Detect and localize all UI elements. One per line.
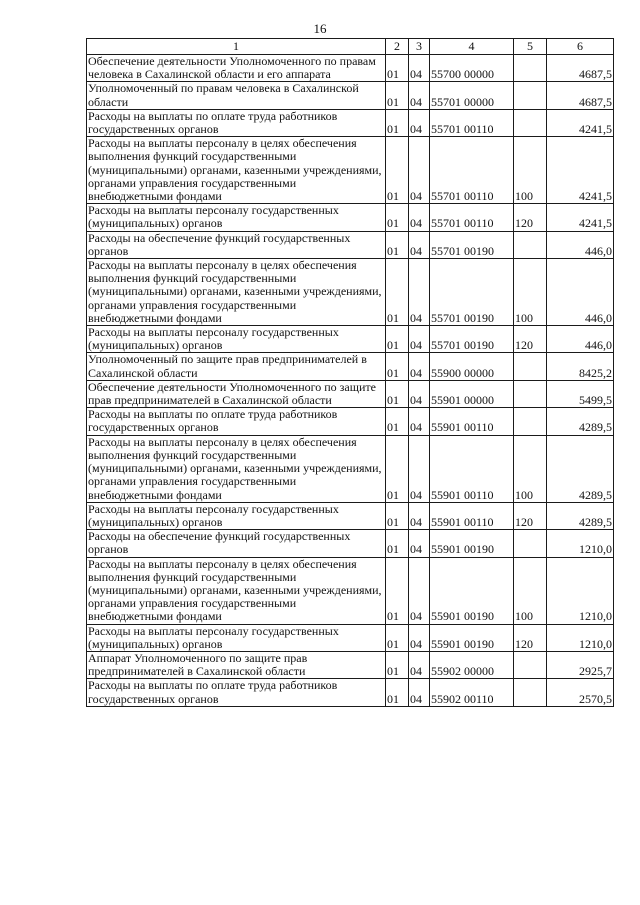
row-section-code: 01 xyxy=(386,408,409,435)
row-name-cell: Расходы на выплаты персоналу в целях обеспечения выполнения функций государственными (муниципальными) органами, казенными учреждениями, органами управления государственными внебюджетными фондами xyxy=(87,137,386,204)
table-row xyxy=(87,530,614,557)
table-row xyxy=(87,55,614,82)
row-section-code: 01 xyxy=(386,624,409,651)
row-subsection-code: 04 xyxy=(409,109,430,136)
row-name-cell: Обеспечение деятельности Уполномоченного по защите прав предпринимателей в Сахалинской области xyxy=(87,380,386,407)
row-expense-type-code xyxy=(514,679,547,706)
row-section-code: 01 xyxy=(386,82,409,109)
header-col-2: 2 xyxy=(386,39,409,55)
row-target-article-code: 55902 00110 xyxy=(430,679,514,706)
row-amount: 5499,5 xyxy=(547,380,614,407)
table-row xyxy=(87,231,614,258)
row-section-code: 01 xyxy=(386,326,409,353)
row-name-cell: Расходы на обеспечение функций государственных органов xyxy=(87,530,386,557)
table-row xyxy=(87,557,614,624)
row-subsection-code: 04 xyxy=(409,231,430,258)
header-col-3: 3 xyxy=(409,39,430,55)
table-row xyxy=(87,82,614,109)
row-target-article-code: 55701 00190 xyxy=(430,231,514,258)
row-name-cell: Уполномоченный по правам человека в Сахалинской области xyxy=(87,82,386,109)
row-section-code: 01 xyxy=(386,55,409,82)
row-expense-type-code xyxy=(514,231,547,258)
row-amount: 2570,5 xyxy=(547,679,614,706)
row-name-cell: Расходы на выплаты персоналу в целях обеспечения выполнения функций государственными (муниципальными) органами, казенными учреждениями, органами управления государственными внебюджетными фондами xyxy=(87,259,386,326)
row-amount: 446,0 xyxy=(547,326,614,353)
row-expense-type-code xyxy=(514,408,547,435)
row-name-cell: Аппарат Уполномоченного по защите прав предпринимателей в Сахалинской области xyxy=(87,651,386,678)
row-amount: 1210,0 xyxy=(547,530,614,557)
row-target-article-code: 55901 00110 xyxy=(430,408,514,435)
row-amount: 4289,5 xyxy=(547,502,614,529)
table-body xyxy=(87,55,614,707)
row-amount: 4241,5 xyxy=(547,137,614,204)
table-row xyxy=(87,137,614,204)
row-expense-type-code: 100 xyxy=(514,259,547,326)
row-section-code: 01 xyxy=(386,679,409,706)
row-subsection-code: 04 xyxy=(409,502,430,529)
row-amount: 1210,0 xyxy=(547,624,614,651)
table-row xyxy=(87,353,614,380)
row-expense-type-code xyxy=(514,353,547,380)
row-name-cell: Расходы на выплаты персоналу в целях обеспечения выполнения функций государственными (муниципальными) органами, казенными учреждениями, органами управления государственными внебюджетными фондами xyxy=(87,557,386,624)
row-target-article-code: 55701 00110 xyxy=(430,204,514,231)
row-name-cell: Расходы на выплаты персоналу государственных (муниципальных) органов xyxy=(87,624,386,651)
row-expense-type-code xyxy=(514,55,547,82)
row-amount: 4687,5 xyxy=(547,82,614,109)
row-name-cell: Расходы на выплаты персоналу государственных (муниципальных) органов xyxy=(87,204,386,231)
row-target-article-code: 55901 00110 xyxy=(430,435,514,502)
row-target-article-code: 55901 00110 xyxy=(430,502,514,529)
row-target-article-code: 55901 00190 xyxy=(430,530,514,557)
row-expense-type-code: 100 xyxy=(514,137,547,204)
row-name-cell: Расходы на выплаты по оплате труда работников государственных органов xyxy=(87,679,386,706)
row-target-article-code: 55701 00000 xyxy=(430,82,514,109)
row-amount: 2925,7 xyxy=(547,651,614,678)
row-expense-type-code: 100 xyxy=(514,557,547,624)
row-section-code: 01 xyxy=(386,557,409,624)
row-amount: 4241,5 xyxy=(547,204,614,231)
table-row xyxy=(87,502,614,529)
row-name-cell: Расходы на выплаты по оплате труда работников государственных органов xyxy=(87,408,386,435)
row-subsection-code: 04 xyxy=(409,55,430,82)
row-target-article-code: 55901 00190 xyxy=(430,557,514,624)
row-subsection-code: 04 xyxy=(409,82,430,109)
row-expense-type-code xyxy=(514,380,547,407)
row-amount: 4289,5 xyxy=(547,435,614,502)
table-row xyxy=(87,408,614,435)
row-target-article-code: 55701 00190 xyxy=(430,259,514,326)
row-subsection-code: 04 xyxy=(409,137,430,204)
row-subsection-code: 04 xyxy=(409,259,430,326)
row-expense-type-code xyxy=(514,651,547,678)
row-section-code: 01 xyxy=(386,259,409,326)
row-expense-type-code: 120 xyxy=(514,326,547,353)
row-amount: 446,0 xyxy=(547,259,614,326)
row-target-article-code: 55901 00190 xyxy=(430,624,514,651)
row-expense-type-code: 100 xyxy=(514,435,547,502)
row-name-cell: Расходы на выплаты персоналу государственных (муниципальных) органов xyxy=(87,502,386,529)
row-amount: 446,0 xyxy=(547,231,614,258)
row-name-cell: Уполномоченный по защите прав предпринимателей в Сахалинской области xyxy=(87,353,386,380)
row-section-code: 01 xyxy=(386,502,409,529)
header-col-6: 6 xyxy=(547,39,614,55)
table-row xyxy=(87,624,614,651)
row-section-code: 01 xyxy=(386,651,409,678)
row-target-article-code: 55902 00000 xyxy=(430,651,514,678)
row-target-article-code: 55701 00110 xyxy=(430,109,514,136)
row-subsection-code: 04 xyxy=(409,204,430,231)
row-section-code: 01 xyxy=(386,435,409,502)
row-subsection-code: 04 xyxy=(409,651,430,678)
row-section-code: 01 xyxy=(386,137,409,204)
row-amount: 1210,0 xyxy=(547,557,614,624)
table-row xyxy=(87,679,614,706)
row-amount: 4687,5 xyxy=(547,55,614,82)
table-row xyxy=(87,326,614,353)
row-target-article-code: 55701 00110 xyxy=(430,137,514,204)
row-subsection-code: 04 xyxy=(409,408,430,435)
row-name-cell: Расходы на выплаты персоналу в целях обеспечения выполнения функций государственными (муниципальными) органами, казенными учреждениями, органами управления государственными внебюджетными фондами xyxy=(87,435,386,502)
header-col-4: 4 xyxy=(430,39,514,55)
row-subsection-code: 04 xyxy=(409,435,430,502)
row-target-article-code: 55901 00000 xyxy=(430,380,514,407)
table-row xyxy=(87,651,614,678)
table-header xyxy=(87,39,614,55)
header-col-5: 5 xyxy=(514,39,547,55)
table-row xyxy=(87,380,614,407)
row-target-article-code: 55900 00000 xyxy=(430,353,514,380)
header-col-1: 1 xyxy=(87,39,386,55)
row-amount: 8425,2 xyxy=(547,353,614,380)
row-subsection-code: 04 xyxy=(409,557,430,624)
table-row xyxy=(87,204,614,231)
table-row xyxy=(87,435,614,502)
budget-table xyxy=(86,38,614,707)
row-name-cell: Обеспечение деятельности Уполномоченного по правам человека в Сахалинской области и его аппарата xyxy=(87,55,386,82)
row-expense-type-code xyxy=(514,530,547,557)
page-number: 16 xyxy=(313,21,327,36)
row-target-article-code: 55700 00000 xyxy=(430,55,514,82)
row-expense-type-code: 120 xyxy=(514,502,547,529)
row-expense-type-code: 120 xyxy=(514,624,547,651)
row-subsection-code: 04 xyxy=(409,624,430,651)
row-subsection-code: 04 xyxy=(409,380,430,407)
table-row xyxy=(87,109,614,136)
row-section-code: 01 xyxy=(386,380,409,407)
row-name-cell: Расходы на обеспечение функций государственных органов xyxy=(87,231,386,258)
row-section-code: 01 xyxy=(386,231,409,258)
row-target-article-code: 55701 00190 xyxy=(430,326,514,353)
row-section-code: 01 xyxy=(386,353,409,380)
row-subsection-code: 04 xyxy=(409,326,430,353)
row-subsection-code: 04 xyxy=(409,353,430,380)
row-name-cell: Расходы на выплаты по оплате труда работников государственных органов xyxy=(87,109,386,136)
row-amount: 4289,5 xyxy=(547,408,614,435)
row-expense-type-code xyxy=(514,109,547,136)
header-row xyxy=(87,39,614,55)
row-name-cell: Расходы на выплаты персоналу государственных (муниципальных) органов xyxy=(87,326,386,353)
row-amount: 4241,5 xyxy=(547,109,614,136)
row-section-code: 01 xyxy=(386,204,409,231)
table-row xyxy=(87,259,614,326)
row-subsection-code: 04 xyxy=(409,679,430,706)
row-section-code: 01 xyxy=(386,530,409,557)
row-section-code: 01 xyxy=(386,109,409,136)
row-subsection-code: 04 xyxy=(409,530,430,557)
row-expense-type-code xyxy=(514,82,547,109)
row-expense-type-code: 120 xyxy=(514,204,547,231)
